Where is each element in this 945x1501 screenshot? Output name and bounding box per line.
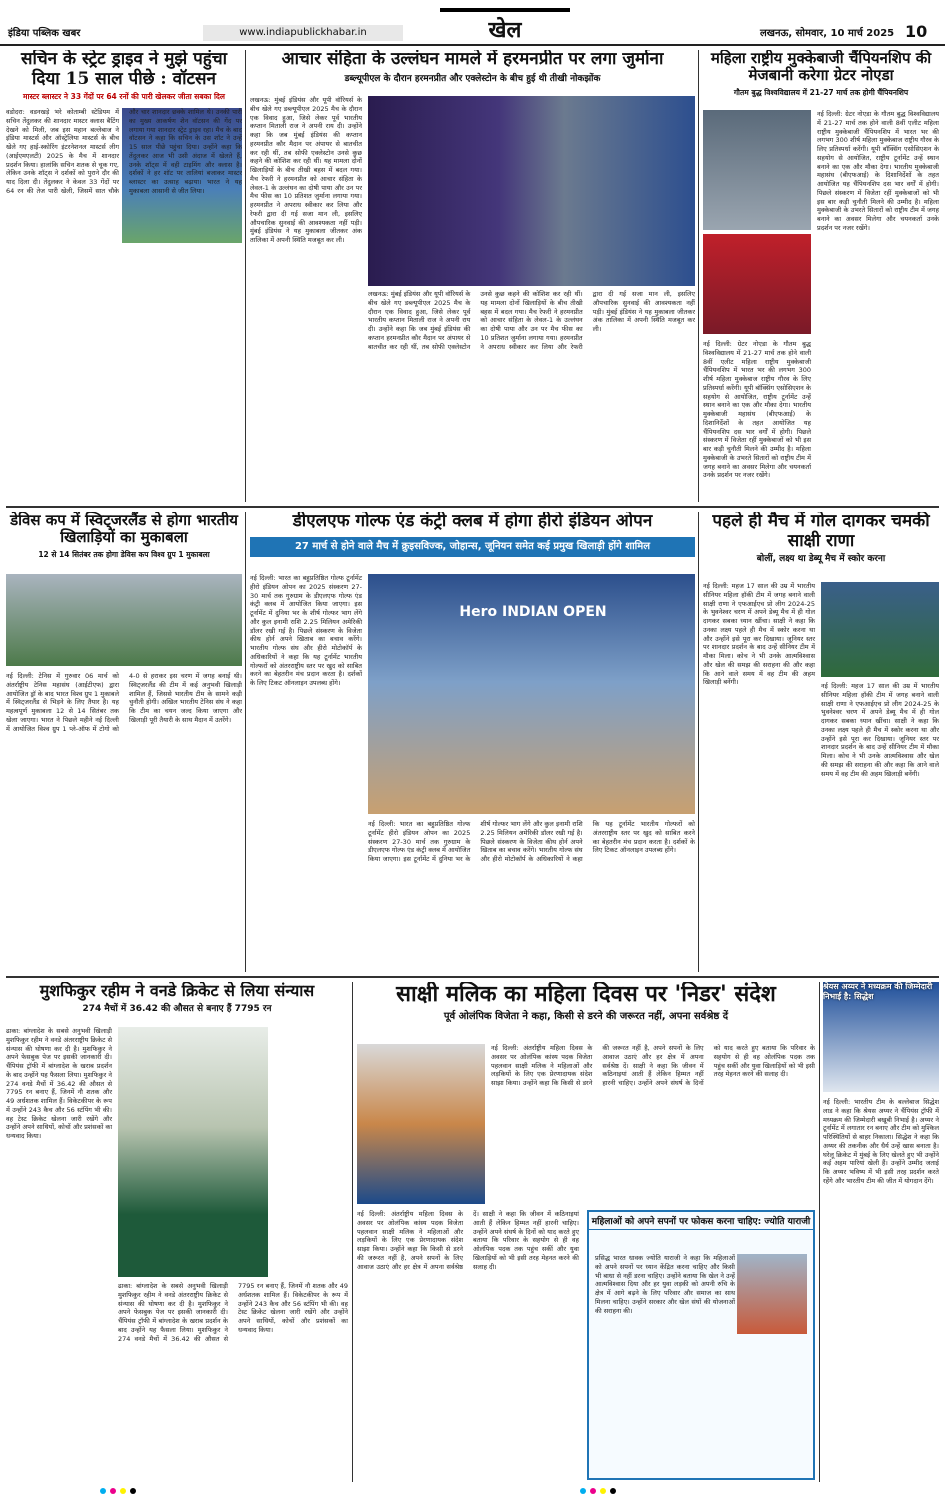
article-sachin — [6, 50, 242, 502]
article-body: नई दिल्ली: टेनिस में गुरुवार 06 मार्च को अंतर्राष्ट्रीय टेनिस महासंघ (आईटीएफ) द्वारा आयोजित ड्रॉ के बाद भारत विश्व ग्रुप 1 मुकाबले में स्विट्जरलैंड से भिड़ने के लिए तैयार है। यह महत्वपूर्ण मुकाबला 12 से 14 सितंबर तक खेला जाएगा। भारत ने पिछले महीने नई दिल्ली में आयोजित विश्व ग्रुप 1 प्ले-ऑफ में टोगो को 4-0 से हराकर इस चरण में जगह बनाई थी। स्विट्जरलैंड की टीम में कई अनुभवी खिलाड़ी शामिल हैं, जिससे भारतीय टीम के सामने कड़ी चुनौती होगी। अखिल भारतीय टेनिस संघ ने कहा कि टीम का चयन जल्द किया जाएगा और खिलाड़ी पूरी तैयारी के साथ मैदान में उतरेंगे। — [6, 672, 242, 733]
subheadline: 274 मैचों में 36.42 की औसत से बनाए हैं 7795 रन — [82, 1004, 272, 1015]
column-divider — [245, 50, 246, 502]
mushfiqur-photo — [118, 1027, 268, 1277]
article-body: नई दिल्ली: महज 17 साल की उम्र में भारतीय सीनियर महिला हॉकी टीम में जगह बनाने वाली साक्षी राणा ने एफआईएच प्रो लीग 2024-25 के भुवनेश्वर चरण में अपने डेब्यू मैच में ही गोल दागकर सबका ध्यान खींचा। साक्षी ने कहा कि उनका लक्ष्य पहले ही मैच में स्कोर करना था और उन्होंने इसे पूरा कर दिखाया। जूनियर स्तर पर शानदार प्रदर्शन के बाद उन्हें सीनियर टीम में मौका मिला। कोच ने भी उनके आत्मविश्वास और खेल की समझ की सराहना की और कहा कि आने वाले समय में वह टीम की अहम खिलाड़ी बनेंगी। — [703, 582, 815, 687]
paper-name: इंडिया पब्लिक खबर — [8, 28, 81, 39]
headline: आचार संहिता के उल्लंघन मामले में हरमनप्रीत पर लगा जुर्माना — [281, 50, 664, 69]
registration-cyan — [100, 1488, 106, 1494]
headline: पहले ही मैच में गोल दागकर चमकी साक्षी राणा — [712, 512, 930, 551]
article-harmanpreet — [250, 50, 695, 502]
article-body-right: नई दिल्ली: महज 17 साल की उम्र में भारतीय सीनियर महिला हॉकी टीम में जगह बनाने वाली साक्षी राणा ने एफआईएच प्रो लीग 2024-25 के भुवनेश्वर चरण में अपने डेब्यू मैच में ही गोल दागकर सबका ध्यान खींचा। साक्षी ने कहा कि उनका लक्ष्य पहले ही मैच में स्कोर करना था और उन्होंने इसे पूरा कर दिखाया। जूनियर स्तर पर शानदार प्रदर्शन के बाद उन्हें सीनियर टीम में मौका मिला। कोच ने भी उनके आत्मविश्वास और खेल की समझ की सराहना की और कहा कि आने वाले समय में वह टीम की अहम खिलाड़ी बनेंगी। — [821, 682, 939, 778]
section-rule — [6, 976, 939, 978]
headline: साक्षी मलिक का महिला दिवस पर 'निडर' संदेश — [396, 982, 776, 1007]
sakshi-rana-photo — [821, 582, 939, 677]
golf-photo — [368, 574, 695, 814]
boxing-photo-left — [703, 110, 811, 230]
article-body: नई दिल्ली: अंतर्राष्ट्रीय महिला दिवस के अवसर पर ओलंपिक कांस्य पदक विजेता पहलवान साक्षी मलिक ने महिलाओं और लड़कियों के लिए एक प्रेरणादायक संदेश साझा किया। उन्होंने कहा कि किसी से डरने की जरूरत नहीं है, अपने सपनों के लिए आवाज उठाएं और हर क्षेत्र में अपना सर्वश्रेष्ठ दें। साक्षी ने कहा कि जीवन में कठिनाइयां आती हैं लेकिन हिम्मत नहीं हारनी चाहिए। उन्होंने अपने संघर्ष के दिनों को याद करते हुए बताया कि परिवार के सहयोग से ही वह ओलंपिक पदक तक पहुंच सकीं और युवा खिलाड़ियों को भी इसी तरह मेहनत करने की सलाह दी। — [357, 1210, 579, 1271]
article-body: नई दिल्ली: भारत का बहुप्रतिष्ठित गोल्फ टूर्नामेंट हीरो इंडियन ओपन का 2025 संस्करण 27-30 मार्च तक गुरुग्राम के डीएलएफ गोल्फ एंड कंट्री क्लब में आयोजित किया जाएगा। इस टूर्नामेंट में दुनिया भर के शीर्ष गोल्फर भाग लेंगे और कुल इनामी राशि 2.25 मिलियन अमेरिकी डॉलर रखी गई है। पिछले संस्करण के विजेता कीथ होर्न अपने खिताब का बचाव करेंगे। भारतीय गोल्फ संघ और हीरो मोटोकॉर्प के अधिकारियों ने कहा कि यह टूर्नामेंट भारतीय गोल्फरों को अंतरराष्ट्रीय स्तर पर खुद को साबित करने का बेहतरीन मंच प्रदान करता है। दर्शकों के लिए टिकट ऑनलाइन उपलब्ध होंगे। — [368, 820, 695, 864]
issue-date: लखनऊ, सोमवार, 10 मार्च 2025 — [760, 28, 895, 39]
article-body-left: नई दिल्ली: भारत का बहुप्रतिष्ठित गोल्फ टूर्नामेंट हीरो इंडियन ओपन का 2025 संस्करण 27-30 मार्च तक गुरुग्राम के डीएलएफ गोल्फ एंड कंट्री क्लब में आयोजित किया जाएगा। इस टूर्नामेंट में दुनिया भर के शीर्ष गोल्फर भाग लेंगे और कुल इनामी राशि 2.25 मिलियन अमेरिकी डॉलर रखी गई है। पिछले संस्करण के विजेता कीथ होर्न अपने खिताब का बचाव करेंगे। भारतीय गोल्फ संघ और हीरो मोटोकॉर्प के अधिकारियों ने कहा कि यह टूर्नामेंट भारतीय गोल्फरों को अंतरराष्ट्रीय स्तर पर खुद को साबित करने का बेहतरीन मंच प्रदान करता है। दर्शकों के लिए टिकट ऑनलाइन उपलब्ध होंगे। — [250, 574, 362, 688]
article-body: लखनऊ: मुंबई इंडियंस और यूपी वॉरियर्स के बीच खेले गए डब्ल्यूपीएल 2025 मैच के दौरान एक विवाद हुआ, जिसे लेकर पूर्व भारतीय कप्तान मिताली राज ने अपनी राय दी। उन्होंने कहा कि जब मुंबई इंडियंस की कप्तान हरमनप्रीत कौर मैदान पर अंपायर से बातचीत कर रही थीं, तब सोफी एक्लेस्टोन उनसे कुछ कहने की कोशिश कर रही थीं। यह मामला दोनों खिलाड़ियों के बीच तीखी बहस में बदल गया। मैच रेफरी ने हरमनप्रीत को आचार संहिता के लेवल-1 के उल्लंघन का दोषी पाया और उन पर मैच फीस का 10 प्रतिशत जुर्माना लगाया गया। हरमनप्रीत ने अपराध स्वीकार कर लिया और रेफरी द्वारा दी गई सजा मान ली, इसलिए औपचारिक सुनवाई की आवश्यकता नहीं पड़ी। मुंबई इंडियंस ने यह मुकाबला जीतकर अंक तालिका में अपनी स्थिति मजबूत कर ली। — [368, 290, 695, 351]
article-boxing — [703, 50, 939, 502]
article-sakshi-rana — [703, 512, 939, 972]
registration-cyan — [580, 1488, 586, 1494]
sakshi-malik-photo — [357, 1044, 485, 1204]
headline: श्रेयस अय्यर ने मध्यक्रम की जिम्मेदारी निभाई है: सिद्धेश — [823, 982, 933, 1001]
subheadline: मास्टर ब्लास्टर ने 33 गेंदों पर 64 रनों की पारी खेलकर जीता सबका दिल — [23, 92, 225, 102]
registration-magenta — [590, 1488, 596, 1494]
subheadline: बोलीं, लक्ष्य था डेब्यू मैच में स्कोर करना — [756, 554, 886, 565]
column-divider — [245, 512, 246, 972]
column-divider — [352, 982, 353, 1482]
box-body: प्रसिद्ध भारत धावक ज्योति याराजी ने कहा कि महिलाओं को अपने सपनों पर ध्यान केंद्रित करना चाहिए और किसी भी बाधा से नहीं डरना चाहिए। उन्होंने बताया कि खेल ने उन्हें आत्मविश्वास दिया और हर युवा लड़की को अपनी रुचि के क्षेत्र में आगे बढ़ने के लिए परिवार और समाज का साथ मिलना चाहिए। उन्होंने सरकार और खेल संघों की योजनाओं की सराहना की। — [595, 1254, 735, 1315]
headline: डीएलएफ गोल्फ एंड कंट्री क्लब में होगा हीरो इंडियन ओपन — [292, 512, 653, 531]
registration-black — [610, 1488, 616, 1494]
article-body: वडोदरा: वडनखड़े भरे कोताम्बी स्टेडियम में सचिन तेंदुलकर की शानदार मास्टर क्लास बैटिंग देखने को मिली, जब इस महान बल्लेबाज ने इंडिया मास्टर्स और ऑस्ट्रेलिया मास्टर्स के बीच खेले गए हाई-स्कोरिंग इंटरनेशनल मास्टर्स लीग (आईएमएलटी) 2025 के मैच में शानदार प्रदर्शन किया। हालांकि सचिन शतक से चूक गए, लेकिन उनके शॉट्स ने दर्शकों को पुराने दौर की याद दिला दी। तेंदुलकर ने केवल 33 गेंदों पर 64 रन की तेज पारी खेली, जिसमें सात चौके और चार शानदार छक्के शामिल थे। उनकी पारी का मुख्य आकर्षण शेन वॉटसन की गेंद पर लगाया गया शानदार स्ट्रेट ड्राइव रहा। मैच के बाद वॉटसन ने कहा कि सचिन के उस शॉट ने उन्हें 15 साल पीछे पहुंचा दिया। उन्होंने कहा कि तेंदुलकर आज भी उसी अंदाज में खेलते हैं, उनके शॉट्स में वही टाइमिंग और क्लास है। दर्शकों ने हर शॉट पर तालियां बजाकर मास्टर ब्लास्टर का उत्साह बढ़ाया। भारत ने यह मुकाबला आसानी से जीत लिया। — [6, 108, 242, 195]
article-body-left: ढाका: बांग्लादेश के सबसे अनुभवी खिलाड़ी मुशफिकुर रहीम ने वनडे अंतरराष्ट्रीय क्रिकेट से संन्यास की घोषणा कर दी है। मुशफिकुर ने अपने फेसबुक पेज पर इसकी जानकारी दी। चैंपियंस ट्रॉफी में बांग्लादेश के खराब प्रदर्शन के बाद उन्होंने यह फैसला लिया। मुशफिकुर ने 274 वनडे मैचों में 36.42 की औसत से 7795 रन बनाए हैं, जिनमें नौ शतक और 49 अर्धशतक शामिल हैं। विकेटकीपर के रूप में उन्होंने 243 कैच और 56 स्टंपिंग भी की। वह टेस्ट क्रिकेट खेलना जारी रखेंगे और उन्होंने अपने साथियों, कोचों और प्रशंसकों का धन्यवाद किया। — [6, 1027, 113, 1141]
jyothi-photo — [737, 1254, 807, 1334]
page-number: 10 — [905, 22, 928, 41]
website-url[interactable]: www.indiapublickhabar.in — [203, 25, 403, 41]
davis-cup-photo — [6, 574, 242, 666]
article-body: नई दिल्ली: भारतीय टीम के बल्लेबाज सिद्धेश लाड ने कहा कि श्रेयस अय्यर ने चैंपियंस ट्रॉफी में मध्यक्रम की जिम्मेदारी बखूबी निभाई है। अय्यर ने टूर्नामेंट में लगातार रन बनाए और टीम को मुश्किल परिस्थितियों से बाहर निकाला। सिद्धेश ने कहा कि अय्यर की तकनीक और धैर्य उन्हें खास बनाता है। घरेलू क्रिकेट में मुंबई के लिए खेलते हुए भी उन्होंने कई अहम पारियां खेली हैं। उन्होंने उम्मीद जताई कि अय्यर भविष्य में भी इसी तरह प्रदर्शन करते रहेंगे और भारतीय टीम की जीत में योगदान देंगे। — [823, 1098, 939, 1185]
article-mushfiqur — [6, 982, 348, 1482]
article-golf — [250, 512, 695, 972]
subheadline: पूर्व ओलंपिक विजेता ने कहा, किसी से डरने की जरूरत नहीं, अपना सर्वश्रेष्ठ दें — [443, 1011, 729, 1023]
jyothi-yarraji-box — [587, 1210, 815, 1480]
registration-yellow — [600, 1488, 606, 1494]
article-body-top: नई दिल्ली: अंतर्राष्ट्रीय महिला दिवस के अवसर पर ओलंपिक कांस्य पदक विजेता पहलवान साक्षी मलिक ने महिलाओं और लड़कियों के लिए एक प्रेरणादायक संदेश साझा किया। उन्होंने कहा कि किसी से डरने की जरूरत नहीं है, अपने सपनों के लिए आवाज उठाएं और हर क्षेत्र में अपना सर्वश्रेष्ठ दें। साक्षी ने कहा कि जीवन में कठिनाइयां आती हैं लेकिन हिम्मत नहीं हारनी चाहिए। उन्होंने अपने संघर्ष के दिनों को याद करते हुए बताया कि परिवार के सहयोग से ही वह ओलंपिक पदक तक पहुंच सकीं और युवा खिलाड़ियों को भी इसी तरह मेहनत करने की सलाह दी। — [491, 1044, 815, 1088]
headline: डेविस कप में स्विट्जरलैंड से होगा भारतीय खिलाड़ियों का मुकाबला — [10, 512, 238, 547]
registration-black — [130, 1488, 136, 1494]
harmanpreet-photo — [368, 96, 695, 286]
registration-yellow — [120, 1488, 126, 1494]
subheadline-bar: 27 मार्च से होने वाले मैच में क्रुइसविज्क, जोहान्स, जूनियन समेत कई प्रमुख खिलाड़ी होंगे शामिल — [250, 537, 695, 557]
column-divider — [698, 512, 699, 972]
headline: मुशफिकुर रहीम ने वनडे क्रिकेट से लिया संन्यास — [39, 982, 315, 1000]
box-title: महिलाओं को अपने सपनों पर फोकस करना चाहिए: ज्योति याराजी — [589, 1212, 813, 1230]
article-sakshi-malik — [357, 982, 815, 1482]
section-title: खेल — [488, 17, 522, 43]
subheadline: 12 से 14 सितंबर तक होगा डेविस कप विश्व ग्रुप 1 मुकाबला — [38, 549, 210, 559]
article-body-left: लखनऊ: मुंबई इंडियंस और यूपी वॉरियर्स के बीच खेले गए डब्ल्यूपीएल 2025 मैच के दौरान एक विवाद हुआ, जिसे लेकर पूर्व भारतीय कप्तान मिताली राज ने अपनी राय दी। उन्होंने कहा कि जब मुंबई इंडियंस की कप्तान हरमनप्रीत कौर मैदान पर अंपायर से बातचीत कर रही थीं, तब सोफी एक्लेस्टोन उनसे कुछ कहने की कोशिश कर रही थीं। यह मामला दोनों खिलाड़ियों के बीच तीखी बहस में बदल गया। मैच रेफरी ने हरमनप्रीत को आचार संहिता के लेवल-1 के उल्लंघन का दोषी पाया और उन पर मैच फीस का 10 प्रतिशत जुर्माना लगाया गया। हरमनप्रीत ने अपराध स्वीकार कर लिया और रेफरी द्वारा दी गई सजा मान ली, इसलिए औपचारिक सुनवाई की आवश्यकता नहीं पड़ी। मुंबई इंडियंस ने यह मुकाबला जीतकर अंक तालिका में अपनी स्थिति मजबूत कर ली। — [250, 96, 362, 245]
registration-magenta — [110, 1488, 116, 1494]
section-rule — [6, 506, 939, 508]
photo-banner: Hero INDIAN OPEN — [459, 604, 607, 620]
article-shreyas — [823, 982, 939, 1482]
article-body-lower: नई दिल्ली: ग्रेटर नोएडा के गौतम बुद्ध विश्वविद्यालय में 21-27 मार्च तक होने वाली 8वीं एलीट महिला राष्ट्रीय मुक्केबाजी चैंपियनशिप में भारत भर की लगभग 300 शीर्ष महिला मुक्केबाज राष्ट्रीय गौरव के लिए प्रतिस्पर्धा करेंगी। यूपी बॉक्सिंग एसोसिएशन के सहयोग से आयोजित, राष्ट्रीय टूर्नामेंट उन्हें स्थान बनाने का एक और मौका देगा। भारतीय मुक्केबाजी महासंघ (बीएफआई) के दिशानिर्देशों के तहत आयोजित यह चैंपियनशिप दस भार वर्गों में होगी। पिछले संस्करण में विजेता रहीं मुक्केबाजों को भी इस बार कड़ी चुनौती मिलने की उम्मीद है। महिला मुक्केबाजी के उभरते सितारों को राष्ट्रीय टीम में जगह बनाने का अवसर मिलेगा और चयनकर्ता उनके प्रदर्शन पर नजर रखेंगे। — [703, 340, 811, 480]
subheadline: गौतम बुद्ध विश्वविद्यालय में 21-27 मार्च तक होगी चैंपियनशिप — [733, 87, 909, 97]
headline: महिला राष्ट्रीय मुक्केबाजी चैंपियनशिप की मेजबानी करेगा ग्रेटर नोएडा — [710, 50, 932, 85]
headline: सचिन के स्ट्रेट ड्राइव ने मुझे पहुंचा दिया 15 साल पीछे : वॉटसन — [20, 50, 228, 89]
column-divider — [819, 982, 820, 1482]
article-body: नई दिल्ली: ग्रेटर नोएडा के गौतम बुद्ध विश्वविद्यालय में 21-27 मार्च तक होने वाली 8वीं एलीट महिला राष्ट्रीय मुक्केबाजी चैंपियनशिप में भारत भर की लगभग 300 शीर्ष महिला मुक्केबाज राष्ट्रीय गौरव के लिए प्रतिस्पर्धा करेंगी। यूपी बॉक्सिंग एसोसिएशन के सहयोग से आयोजित, राष्ट्रीय टूर्नामेंट उन्हें स्थान बनाने का एक और मौका देगा। भारतीय मुक्केबाजी महासंघ (बीएफआई) के दिशानिर्देशों के तहत आयोजित यह चैंपियनशिप दस भार वर्गों में होगी। पिछले संस्करण में विजेता रहीं मुक्केबाजों को भी इस बार कड़ी चुनौती मिलने की उम्मीद है। महिला मुक्केबाजी के उभरते सितारों को राष्ट्रीय टीम में जगह बनाने का अवसर मिलेगा और चयनकर्ता उनके प्रदर्शन पर नजर रखेंगे। — [817, 110, 939, 232]
column-divider — [698, 50, 699, 502]
article-body: ढाका: बांग्लादेश के सबसे अनुभवी खिलाड़ी मुशफिकुर रहीम ने वनडे अंतरराष्ट्रीय क्रिकेट से संन्यास की घोषणा कर दी है। मुशफिकुर ने अपने फेसबुक पेज पर इसकी जानकारी दी। चैंपियंस ट्रॉफी में बांग्लादेश के खराब प्रदर्शन के बाद उन्होंने यह फैसला लिया। मुशफिकुर ने 274 वनडे मैचों में 36.42 की औसत से 7795 रन बनाए हैं, जिनमें नौ शतक और 49 अर्धशतक शामिल हैं। विकेटकीपर के रूप में उन्होंने 243 कैच और 56 स्टंपिंग भी की। वह टेस्ट क्रिकेट खेलना जारी रखेंगे और उन्होंने अपने साथियों, कोचों और प्रशंसकों का धन्यवाद किया। — [118, 1282, 348, 1343]
subheadline: डब्ल्यूपीएल के दौरान हरमनप्रीत और एक्लेस्टोन के बीच हुई थी तीखी नोकझोंक — [344, 73, 601, 84]
masthead-rule — [440, 8, 570, 12]
boxing-photo-gloves — [703, 234, 811, 334]
masthead — [0, 0, 945, 46]
article-davis-cup — [6, 512, 242, 972]
